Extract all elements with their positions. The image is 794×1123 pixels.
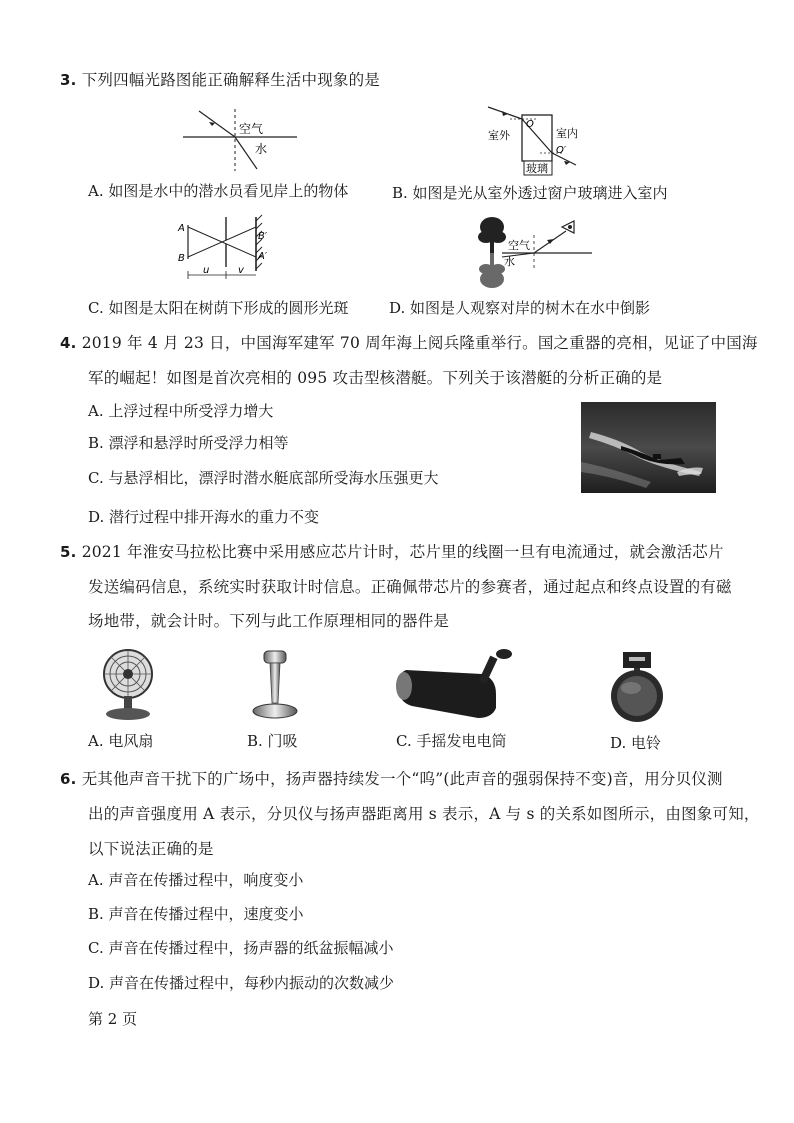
q6-option-a[interactable]: A. 声音在传播过程中，响度变小 xyxy=(88,871,304,889)
q6-option-b[interactable]: B. 声音在传播过程中，速度变小 xyxy=(88,905,304,923)
q3-fig-b-indoor-label: 室内 xyxy=(556,127,578,140)
door-stopper-image xyxy=(250,645,300,723)
q3-fig-b-oprime-label: O′ xyxy=(556,145,567,156)
question-4-text-line2: 军的崛起！如图是首次亮相的 095 攻击型核潜艇。下列关于该潜艇的分析正确的是 xyxy=(88,369,663,387)
q3-figure-b-window xyxy=(480,103,610,178)
question-6-text-line1: 无其他声音干扰下的广场中，扬声器持续发一个“呜”(此声音的强弱保持不变)音，用分贝仪测 xyxy=(81,770,723,788)
q3-fig-b-o-label: O xyxy=(526,119,534,130)
question-4-text-line1: 2019 年 4 月 23 日，中国海军建军 70 周年海上阅兵隆重举行。国之重器的亮相，见证了中国海 xyxy=(81,334,758,352)
q3-fig-d-water-label: 水 xyxy=(504,255,515,268)
q3-fig-c-v-label: v xyxy=(238,265,244,276)
q3-option-c[interactable]: C. 如图是太阳在树荫下形成的圆形光斑 xyxy=(88,299,349,317)
q3-figure-a-refraction xyxy=(175,105,305,175)
q3-fig-c-aprime-label: A′ xyxy=(258,251,268,262)
question-6-number: 6. xyxy=(60,770,77,788)
q3-figure-c-pinhole xyxy=(172,213,272,285)
question-6-text-line3: 以下说法正确的是 xyxy=(88,840,214,858)
q3-fig-b-outdoor-label: 室外 xyxy=(488,129,510,142)
question-5-number: 5. xyxy=(60,543,77,561)
q4-option-c[interactable]: C. 与悬浮相比，漂浮时潜水艇底部所受海水压强更大 xyxy=(88,469,439,487)
question-5-text-line1: 2021 年淮安马拉松比赛中采用感应芯片计时，芯片里的线圈一旦有电流通过，就会激活芯片 xyxy=(81,543,724,561)
hand-crank-flashlight-image xyxy=(392,646,522,724)
q3-option-a[interactable]: A. 如图是水中的潜水员看见岸上的物体 xyxy=(88,182,349,200)
q5-option-b[interactable]: B. 门吸 xyxy=(247,732,298,750)
question-6-stem-line1 xyxy=(60,762,723,796)
question-4-stem-line1 xyxy=(60,326,758,360)
question-4-number: 4. xyxy=(60,334,77,352)
q3-option-b[interactable]: B. 如图是光从室外透过窗户玻璃进入室内 xyxy=(392,184,668,202)
electric-bell-image xyxy=(607,648,667,726)
q5-option-c[interactable]: C. 手摇发电电筒 xyxy=(396,732,507,750)
submarine-photo xyxy=(581,402,716,493)
tree-icon xyxy=(478,217,506,253)
q4-option-a[interactable]: A. 上浮过程中所受浮力增大 xyxy=(88,402,274,420)
q6-option-d[interactable]: D. 声音在传播过程中，每秒内振动的次数减少 xyxy=(88,974,395,992)
electric-fan-image xyxy=(93,648,163,723)
q4-option-b[interactable]: B. 漂浮和悬浮时所受浮力相等 xyxy=(88,434,289,452)
q3-option-d[interactable]: D. 如图是人观察对岸的树木在水中倒影 xyxy=(389,299,651,317)
question-3-text: 下列四幅光路图能正确解释生活中现象的是 xyxy=(81,71,380,89)
q3-fig-a-air-label: 空气 xyxy=(239,122,264,136)
q3-fig-d-air-label: 空气 xyxy=(508,239,530,252)
q3-fig-b-glass-label: 玻璃 xyxy=(526,162,548,175)
page-number: 第 2 页 xyxy=(88,1010,138,1028)
q3-fig-c-bprime-label: B′ xyxy=(258,231,268,242)
q3-fig-a-water-label: 水 xyxy=(255,142,268,156)
question-6-text-line2: 出的声音强度用 A 表示，分贝仪与扬声器距离用 s 表示，A 与 s 的关系如图所示，由图象可知， xyxy=(88,805,760,823)
question-3-number: 3. xyxy=(60,71,77,89)
question-5-text-line3: 场地带，就会计时。下列与此工作原理相同的器件是 xyxy=(88,612,450,630)
q3-fig-c-u-label: u xyxy=(203,265,210,276)
q3-fig-c-a-label: A xyxy=(178,223,185,234)
q4-option-d[interactable]: D. 潜行过程中排开海水的重力不变 xyxy=(88,508,320,526)
q6-option-c[interactable]: C. 声音在传播过程中，扬声器的纸盆振幅减小 xyxy=(88,939,394,957)
q3-fig-c-b-label: B xyxy=(178,253,185,264)
q3-figure-d-reflection xyxy=(474,213,594,293)
eye-icon xyxy=(562,221,574,233)
question-5-stem-line1 xyxy=(60,535,724,569)
q5-option-d[interactable]: D. 电铃 xyxy=(610,734,662,752)
question-3-stem xyxy=(60,63,380,97)
q5-option-a[interactable]: A. 电风扇 xyxy=(88,732,154,750)
question-5-text-line2: 发送编码信息，系统实时获取计时信息。正确佩带芯片的参赛者，通过起点和终点设置的有磁 xyxy=(88,578,732,596)
